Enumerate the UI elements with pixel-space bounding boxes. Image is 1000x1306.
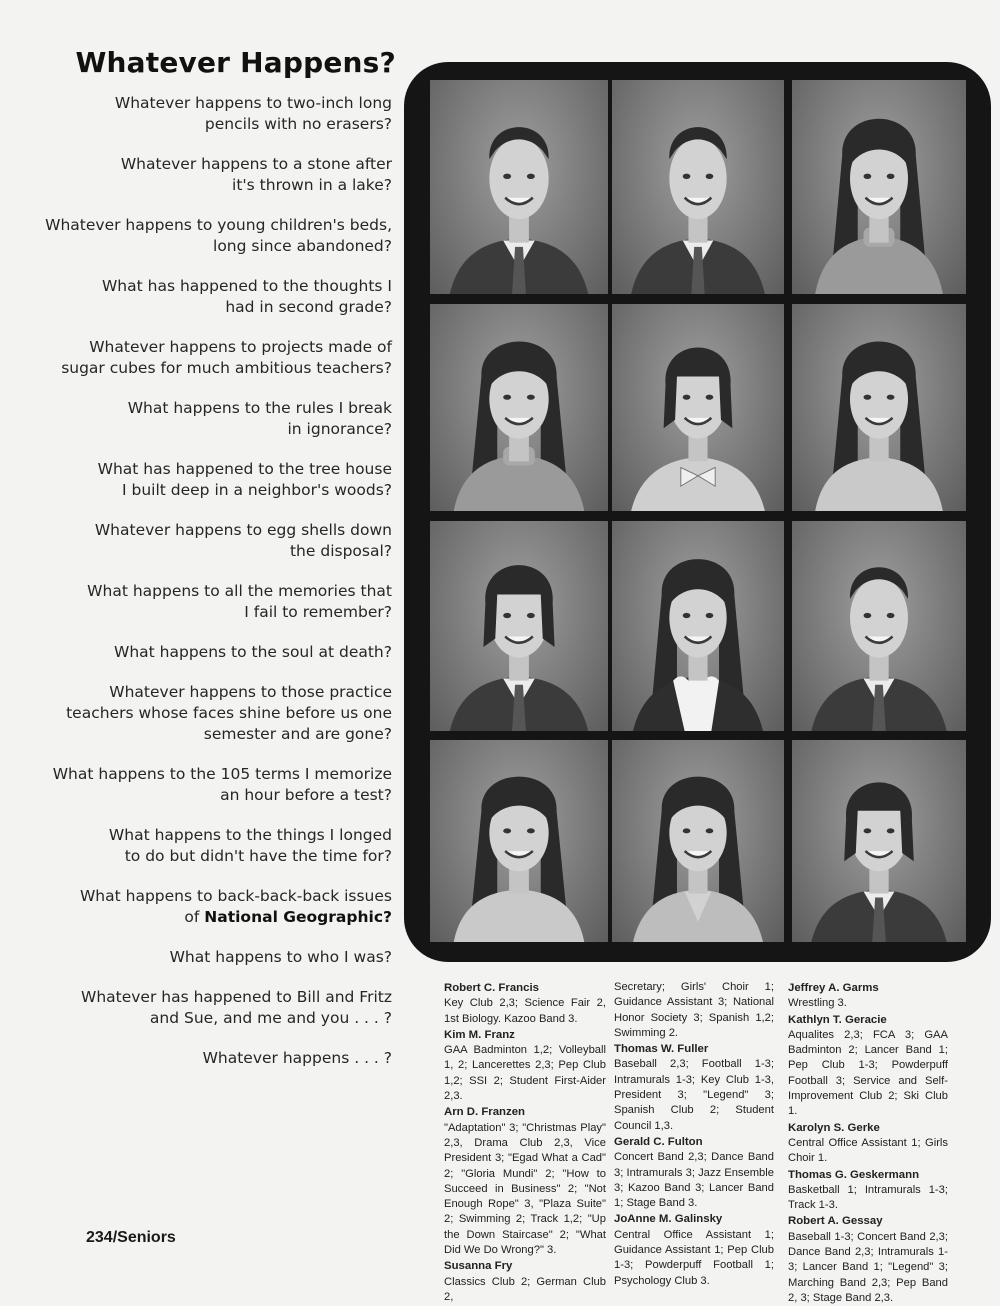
page-title: Whatever Happens?: [75, 46, 396, 79]
poem-stanza: [40, 1048, 392, 1069]
student-activities: Central Office Assistant 1; Guidance Assistant 1; Pep Club 1-3; Powderpuff Football 1; Psychology Club 3.: [614, 1228, 774, 1287]
student-name: Arn D. Franzen: [444, 1106, 526, 1119]
poem-line: Whatever happens to young children's beds,: [45, 216, 392, 234]
poem-line: of National Geographic?: [184, 908, 392, 926]
poem-stanza: [40, 459, 392, 501]
poem-stanza: [40, 154, 392, 196]
student-activities: Basketball 1; Intramurals 1-3; Track 1-3.: [788, 1183, 948, 1212]
poem-line: Whatever happens . . . ?: [202, 1049, 392, 1067]
student-name: Thomas G. Geskermann: [788, 1168, 920, 1181]
student-name: Kim M. Franz: [444, 1028, 515, 1041]
poem-line: What happens to the 105 terms I memorize: [52, 765, 392, 783]
student-name: Kathlyn T. Geracie: [788, 1013, 887, 1026]
student-activities: "Adaptation" 3; "Christmas Play" 2,3, Drama Club 2,3, Vice President 3; "Egad What a Cad" 2; "Gloria Mundi" 2; "How to Succeed in Business" 2; "Not Enough Rope" 3, "Plaza Suite" 2; Swimming 2; Track 1,2; "Up the Down Staircase" 2; "What Did We Do Wrong?" 3.: [444, 1121, 606, 1257]
senior-portrait: [430, 521, 608, 731]
student-activities: Key Club 2,3; Science Fair 2, 1st Biology. Kazoo Band 3.: [444, 997, 606, 1025]
poem-stanza: [40, 581, 392, 623]
senior-portrait: [612, 740, 784, 942]
caption-column-3: [788, 980, 948, 1306]
student-name: JoAnne M. Galinsky: [614, 1213, 723, 1226]
senior-portrait: [430, 304, 608, 511]
poem-line: had in second grade?: [225, 298, 392, 316]
senior-portrait: [792, 304, 966, 511]
student-name: Gerald C. Fulton: [614, 1135, 703, 1148]
poem-line: long since abandoned?: [213, 237, 392, 255]
poem-line: Whatever has happened to Bill and Fritz: [81, 988, 392, 1006]
poem-stanza: [40, 93, 392, 135]
poem-stanza: [40, 764, 392, 806]
poem-line: to do but didn't have the time for?: [124, 847, 392, 865]
poem-line: What happens to the things I longed: [108, 826, 392, 844]
poem-emphasis: National Geographic?: [204, 908, 392, 926]
portrait-panel: [404, 62, 991, 962]
student-name: Susanna Fry: [444, 1260, 513, 1273]
poem-line: an hour before a test?: [220, 786, 392, 804]
senior-portrait: [792, 521, 966, 731]
poem-stanza: [40, 520, 392, 562]
poem-stanza: [40, 682, 392, 745]
poem-line: I fail to remember?: [244, 603, 392, 621]
senior-portrait: [430, 80, 608, 294]
poem-line: semester and are gone?: [203, 725, 392, 743]
poem-stanza: [40, 337, 392, 379]
student-name: Robert C. Francis: [444, 982, 539, 994]
poem-line: What has happened to the tree house: [97, 460, 392, 478]
poem-line: What happens to all the memories that: [87, 582, 392, 600]
caption-column-1: [444, 980, 606, 1305]
student-activities: GAA Badminton 1,2; Volleyball 1, 2; Lancerettes 2,3; Pep Club 1,2; SSI 2; Student First-Aider 2,3.: [444, 1044, 606, 1103]
poem-line: Whatever happens to egg shells down: [94, 521, 392, 539]
student-name: Thomas W. Fuller: [614, 1043, 709, 1056]
poem-line: I built deep in a neighbor's woods?: [121, 481, 392, 499]
poem-stanza: [40, 398, 392, 440]
poem-stanza: [40, 947, 392, 968]
senior-portrait: [430, 740, 608, 942]
caption-column-2: [614, 980, 774, 1289]
poem-line: Whatever happens to two-inch long: [114, 94, 392, 112]
senior-portrait: [612, 80, 784, 294]
poem-line: What happens to the soul at death?: [114, 643, 392, 661]
student-name: Karolyn S. Gerke: [788, 1121, 880, 1134]
student-activities: Aqualites 2,3; FCA 3; GAA Badminton 2; Lancer Band 1; Pep Club 1-3; Powderpuff Football 3; Service and Self-Improvement Club 2; Ski Club 1.: [788, 1028, 948, 1118]
poem-line: and Sue, and me and you . . . ?: [149, 1009, 392, 1027]
poem-stanza: [40, 987, 392, 1029]
student-activities: Baseball 2,3; Football 1-3; Intramurals 1-3; Key Club 1-3, President 3; "Legend" 3; Spanish Club 2; Student Council 1,3.: [614, 1058, 774, 1132]
poem-stanza: [40, 825, 392, 867]
poem-stanza: [40, 276, 392, 318]
poem-line: pencils with no erasers?: [204, 115, 392, 133]
senior-portrait: [792, 80, 966, 294]
student-activities: Classics Club 2; German Club 2,: [444, 1275, 606, 1303]
poem: [40, 93, 392, 1088]
student-activities: Baseball 1-3; Concert Band 2,3; Dance Band 2,3; Intramurals 1-3; Lancer Band 1; "Legend" 3; Marching Band 2,3; Pep Band 2, 3; Stage Band 2,3.: [788, 1230, 948, 1304]
poem-line: the disposal?: [289, 542, 392, 560]
student-activities: Secretary; Girls' Choir 1; Guidance Assistant 3; National Honor Society 3; Spanish 1,2; Swimming 2.: [614, 981, 774, 1039]
senior-portrait: [612, 304, 784, 511]
senior-portrait: [792, 740, 966, 942]
student-activities: Wrestling 3.: [788, 997, 847, 1010]
poem-line: it's thrown in a lake?: [232, 176, 392, 194]
student-activities: Concert Band 2,3; Dance Band 3; Intramurals 3; Jazz Ensemble 3; Kazoo Band 3; Lancer Band 1; Stage Band 3.: [614, 1151, 774, 1210]
senior-portrait: [612, 521, 784, 731]
poem-line: What has happened to the thoughts I: [101, 277, 392, 295]
poem-line: Whatever happens to projects made of: [89, 338, 392, 356]
poem-line: teachers whose faces shine before us one: [66, 704, 392, 722]
student-activities: Central Office Assistant 1; Girls Choir 1.: [788, 1136, 948, 1165]
poem-line: What happens to the rules I break: [127, 399, 392, 417]
poem-line: What happens to who I was?: [169, 948, 392, 966]
poem-line: sugar cubes for much ambitious teachers?: [61, 359, 392, 377]
poem-line: Whatever happens to those practice: [109, 683, 392, 701]
poem-line: in ignorance?: [287, 420, 392, 438]
poem-stanza: [40, 642, 392, 663]
student-name: Robert A. Gessay: [788, 1215, 883, 1228]
student-name: Jeffrey A. Garms: [788, 982, 879, 994]
poem-line: Whatever happens to a stone after: [120, 155, 392, 173]
page-number: 234/Seniors: [86, 1229, 176, 1246]
poem-line: What happens to back-back-back issues: [79, 887, 392, 905]
poem-stanza: [40, 886, 392, 928]
poem-stanza: [40, 215, 392, 257]
